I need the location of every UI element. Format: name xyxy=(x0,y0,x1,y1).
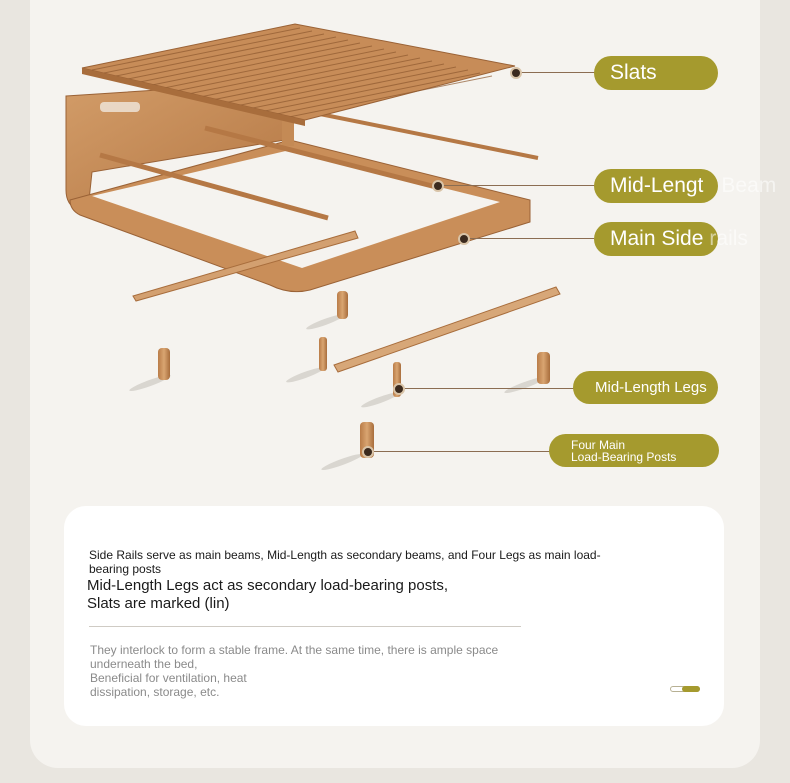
main-posts-callout xyxy=(549,434,719,467)
main-side-leader xyxy=(466,238,594,239)
card-body xyxy=(90,643,520,699)
mid-beam-leader xyxy=(440,185,595,186)
leg xyxy=(537,352,550,384)
mid-legs-leader xyxy=(400,388,575,389)
card-divider xyxy=(89,626,521,627)
slats-marker xyxy=(510,67,522,79)
description-card xyxy=(64,506,724,726)
slats-label: Slats xyxy=(610,61,657,84)
pager-indicator xyxy=(682,686,700,692)
headboard-slot xyxy=(100,102,140,112)
main-posts-marker xyxy=(362,446,374,458)
carousel-pager[interactable] xyxy=(670,686,700,692)
card-headline xyxy=(87,577,547,613)
leg xyxy=(158,348,170,380)
main-side-marker xyxy=(458,233,470,245)
mid-length-legs-label: Mid-Length Legs xyxy=(595,379,707,396)
loose-rail-right xyxy=(334,287,560,372)
card-headline-small: Side Rails serve as main beams, Mid-Length as secondary beams, and Four Legs as main load-bearing posts xyxy=(89,548,601,576)
mid-beam-marker xyxy=(432,180,444,192)
slats-leader xyxy=(518,72,596,73)
slats-callout xyxy=(594,56,718,90)
mid-length-beam-label: Mid-Lengt xyxy=(610,174,704,197)
mid-legs-marker xyxy=(393,383,405,395)
main-side-label-faded: rails xyxy=(709,227,748,250)
main-posts-leader xyxy=(372,451,550,452)
leg xyxy=(319,337,327,371)
main-side-callout xyxy=(594,222,748,256)
mid-length-beam-callout xyxy=(594,169,777,203)
card-body-line1: They interlock to form a stable frame. At the same time, there is ample space underneath the bed, xyxy=(90,643,499,671)
main-posts-label-line2: Load-Bearing Posts xyxy=(571,449,677,464)
card-body-line2: Beneficial for ventilation, heat xyxy=(90,671,247,685)
leg xyxy=(337,291,348,319)
main-posts-label-line1: Four Main xyxy=(571,437,626,452)
card-headline-line1: Mid-Length Legs act as secondary load-bearing posts, xyxy=(87,577,449,594)
card-headline-line2: Slats are marked (lin) xyxy=(87,595,230,612)
mid-beam-far xyxy=(300,110,538,158)
main-side-label: Main Side xyxy=(610,227,704,250)
mid-length-legs-callout xyxy=(573,371,718,404)
card-body-line3: dissipation, storage, etc. xyxy=(90,685,220,699)
mid-length-beam-label-faded: Beam xyxy=(721,174,777,197)
